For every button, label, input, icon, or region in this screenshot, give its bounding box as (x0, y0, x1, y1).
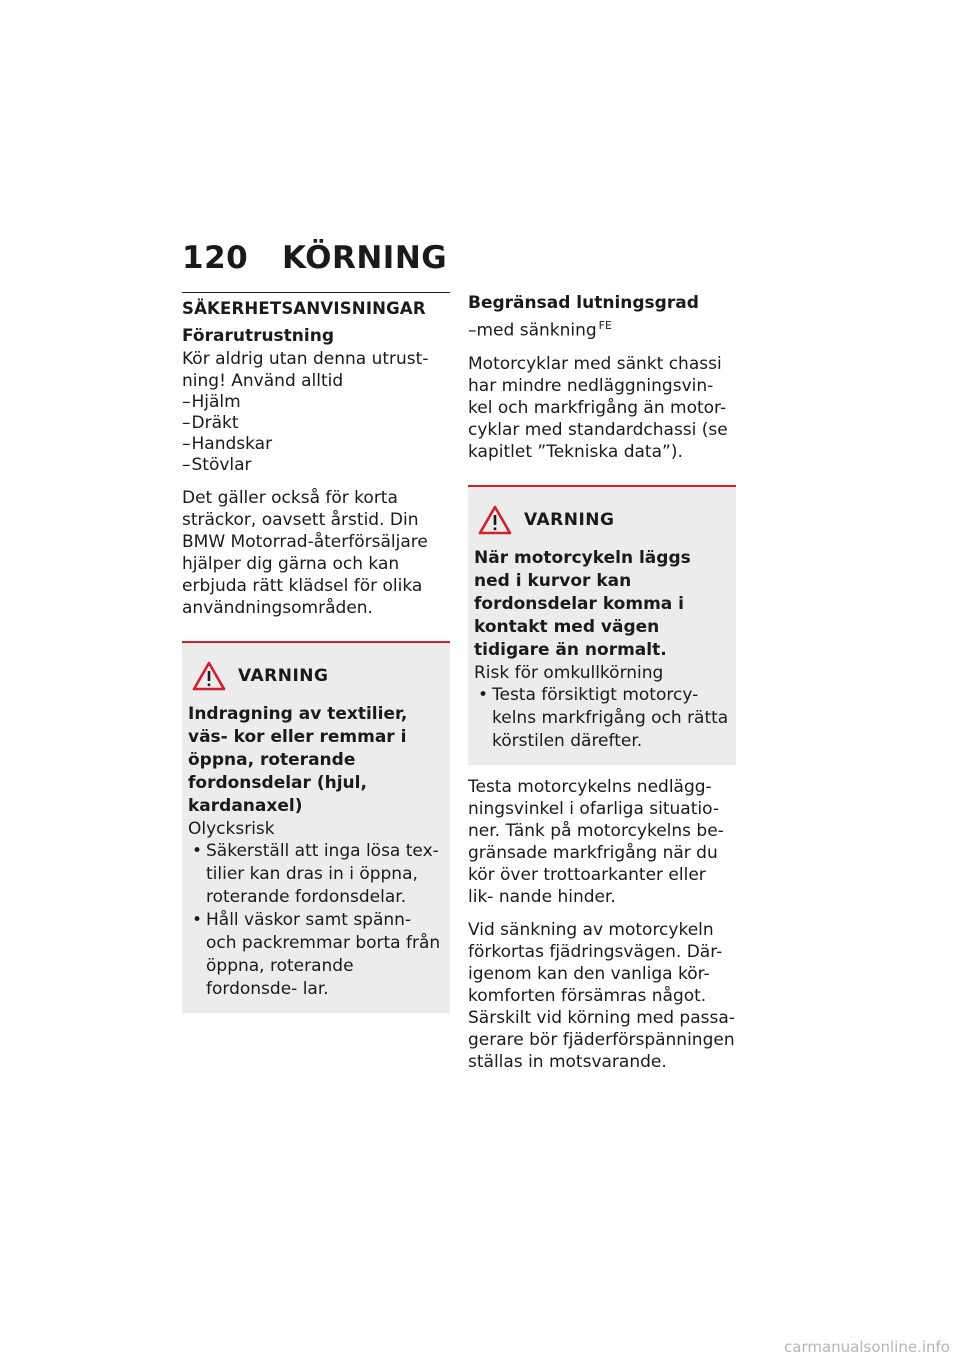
page-header (182, 240, 447, 276)
watermark: carmanualsonline.info (784, 1338, 950, 1356)
warning-risk: Olycksrisk (188, 819, 275, 839)
gear-paragraph: Det gäller också för korta sträckor, oavsett årstid. Din BMW Motorrad-återförsäljare hjälper dig gärna och kan erbjuda rätt klädsel för olika användningsområden. (182, 488, 428, 618)
list-item: • Testa försiktigt motorcy- kelns markfrigång och rätta körstilen därefter. (474, 684, 730, 753)
right-column (468, 291, 736, 1073)
lean-paragraph-1: Motorcyklar med sänkt chassi har mindre nedläggningsvin- kel och markfrigång än motor- cyklar med standardchassi (se kapitlet ”Tekniska data”). (468, 353, 728, 462)
warning-triangle-icon (478, 505, 512, 535)
warning-box-textiles (182, 641, 450, 1013)
chapter-title: KÖRNING (282, 240, 448, 276)
list-item: – Hjälm (182, 392, 450, 413)
list-item: – Handskar (182, 434, 450, 455)
lean-paragraph-3: Vid sänkning av motorcykeln förkortas fjädringsvägen. Där- igenom kan den vanliga kör- komforten försämras något. Särskilt vid körning med passa- gerare bör fjäderförspänningen ställas in motsvarande. (468, 919, 735, 1072)
list-item: – Stövlar (182, 455, 450, 476)
warning-lead: När motorcykeln läggs ned i kurvor kan fordonsdelar komma i kontakt med vägen tidigare än normalt. (474, 547, 691, 660)
lowering-label: –med sänkning (468, 320, 597, 341)
warning-triangle-icon (192, 661, 226, 691)
gear-list (182, 392, 450, 476)
list-item: – Dräkt (182, 413, 450, 434)
gear-intro: Kör aldrig utan denna utrust- ning! Använd alltid (182, 349, 429, 391)
superscript-code: FE (598, 319, 612, 332)
page-number: 120 (182, 240, 249, 276)
warning-header (188, 661, 444, 691)
lean-angle-heading: Begränsad lutningsgrad (468, 293, 699, 313)
warning-bullets (474, 684, 730, 753)
warning-risk: Risk för omkullkörning (474, 662, 664, 683)
warning-title: VARNING (238, 666, 329, 686)
section-title: SÄKERHETSANVISNINGAR (182, 292, 450, 318)
lean-angle-subline (468, 315, 736, 342)
warning-lead: Indragning av textilier, väs- kor eller remmar i öppna, roterande fordonsdelar (hjul, kardanaxel) (188, 704, 408, 816)
warning-header (474, 505, 730, 535)
list-item: • Säkerställ att inga lösa tex- tilier kan dras in i öppna, roterande fordonsdelar. (188, 840, 444, 909)
list-item: • Håll väskor samt spänn- och packremmar borta från öppna, roterande fordonsde- lar. (188, 909, 444, 1001)
lean-paragraph-2: Testa motorcykelns nedlägg- ningsvinkel i ofarliga situatio- ner. Tänk på motorcykelns be- gränsade markfrigång när du kör över trottoarkanter eller lik- nande hinder. (468, 776, 724, 907)
gear-heading: Förarutrustning (182, 326, 335, 346)
warning-bullets (188, 840, 444, 1001)
left-column (182, 292, 450, 1013)
warning-box-lean (468, 485, 736, 765)
warning-title: VARNING (524, 509, 615, 530)
